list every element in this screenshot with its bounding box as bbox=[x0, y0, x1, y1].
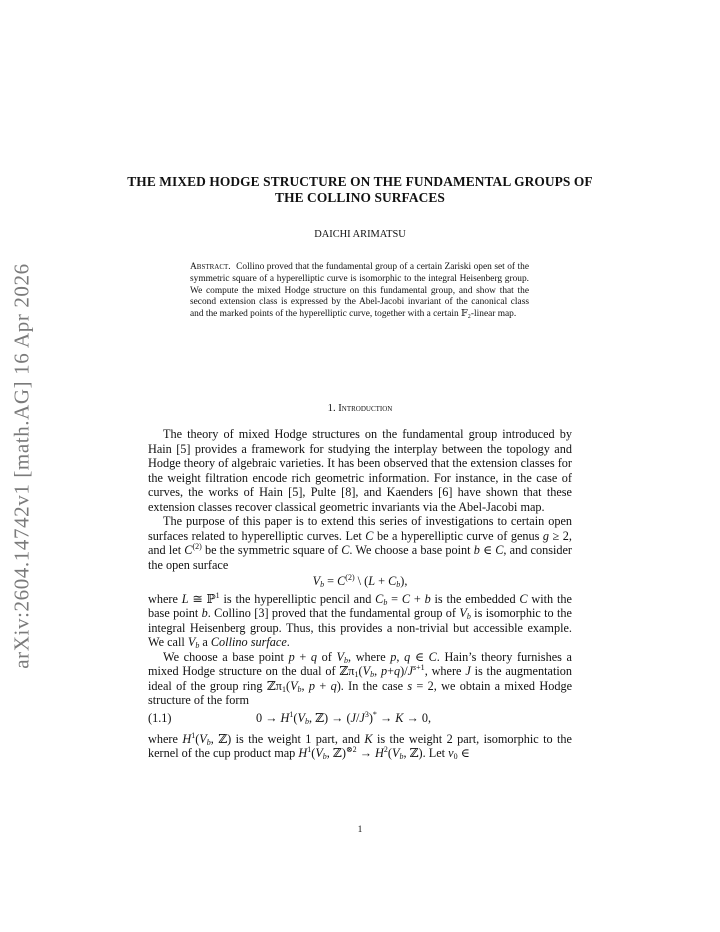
equation-number: (1.1) bbox=[148, 710, 172, 725]
abstract-text: Collino proved that the fundamental group of a certain Zariski open set of the symmetric square of a hyperelliptic curve is isomorphic to the integral Heisenberg group. We compute the mixed Hodge structure on this fundamental group, and show that the second extension class is expressed by the Abel-Jacobi invariant of the canonical class and the marked points of the hyperelliptic curve, together with a certain 𝔽₂-linear map. bbox=[190, 262, 529, 319]
paper-author: DAICHI ARIMATSU bbox=[314, 229, 406, 240]
equation-1-1 bbox=[148, 711, 572, 726]
paragraph-2-continued: where L ≅ ℙ$^1$ is the hyperelliptic pencil and $C_b = C + b$ is the embedded C with the base point b. Collino [3] proved that the fundamental group of $V_b$ is isomorphic to the integral Heisenberg group. Thus, this provides a non-trivial but accessible example. We call $V_b$ a Collino surface. bbox=[148, 590, 572, 650]
display-equation-vb: $V_b = C^{(2)}$ \ $(L + C_b)$, bbox=[312, 573, 408, 589]
section-title: Introduction bbox=[338, 403, 393, 414]
paragraph-3: We choose a base point p + q of $V_b$, where p, q ∈ C. Hain’s theory furnishes a mixed Hodge structure on the dual of $ℤ\pi_1(V_b$, $p+q)/J^{s+1}$, where J is the augmentation ideal of the group ring $ℤ\pi_1(V_b$, p + q). In the case s = 2, we obtain a mixed Hodge structure of the form bbox=[148, 649, 573, 707]
section-heading bbox=[120, 403, 600, 414]
body-text bbox=[148, 427, 572, 761]
abstract-label: Abstract. bbox=[190, 262, 231, 272]
paper-title: THE MIXED HODGE STRUCTURE ON THE FUNDAMENTAL GROUPS OF THE COLLINO SURFACES bbox=[127, 174, 593, 205]
arxiv-identifier: arXiv:2604.14742v1 [math.AG] 16 Apr 2026 bbox=[9, 263, 34, 669]
paragraph-2: The purpose of this paper is to extend this series of investigations to certain open surfaces related to hyperelliptic curves. Let C be a hyperelliptic curve of genus g ≥ 2, and let $C^{(2)}$ be the symmetric square of C. We choose a base point b ∈ C, and consider the open surface bbox=[148, 514, 573, 572]
section-number: 1. bbox=[327, 403, 336, 414]
paragraph-1: The theory of mixed Hodge structures on the fundamental group introduced by Hain [5] provides a framework for studying the interplay between the topology and Hodge theory of algebraic varieties. It has been observed that the extension classes for the weight filtration encode rich geometric information. For instance, in the case of curves, the works of Hain [5], Pulte [8], and Kaenders [6] have shown that these extension classes recover classical geometric invariants via the Abel-Jacobi map. bbox=[148, 427, 572, 514]
equation-body: $0 \to H^1(V_b$, ℤ) → $(J/J^3)^* \to K \to 0$, bbox=[256, 709, 432, 726]
page-number: 1 bbox=[357, 825, 363, 835]
abstract bbox=[190, 262, 529, 321]
paragraph-3-continued: where $H^1(V_b$, ℤ) is the weight 1 part, and K is the weight 2 part, isomorphic to the kernel of the cup product map $H^1(V_b$, ℤ)$^{\otimes 2}$ → $H^2(V_b$, ℤ). Let $v_0$ ∈ bbox=[148, 730, 572, 761]
